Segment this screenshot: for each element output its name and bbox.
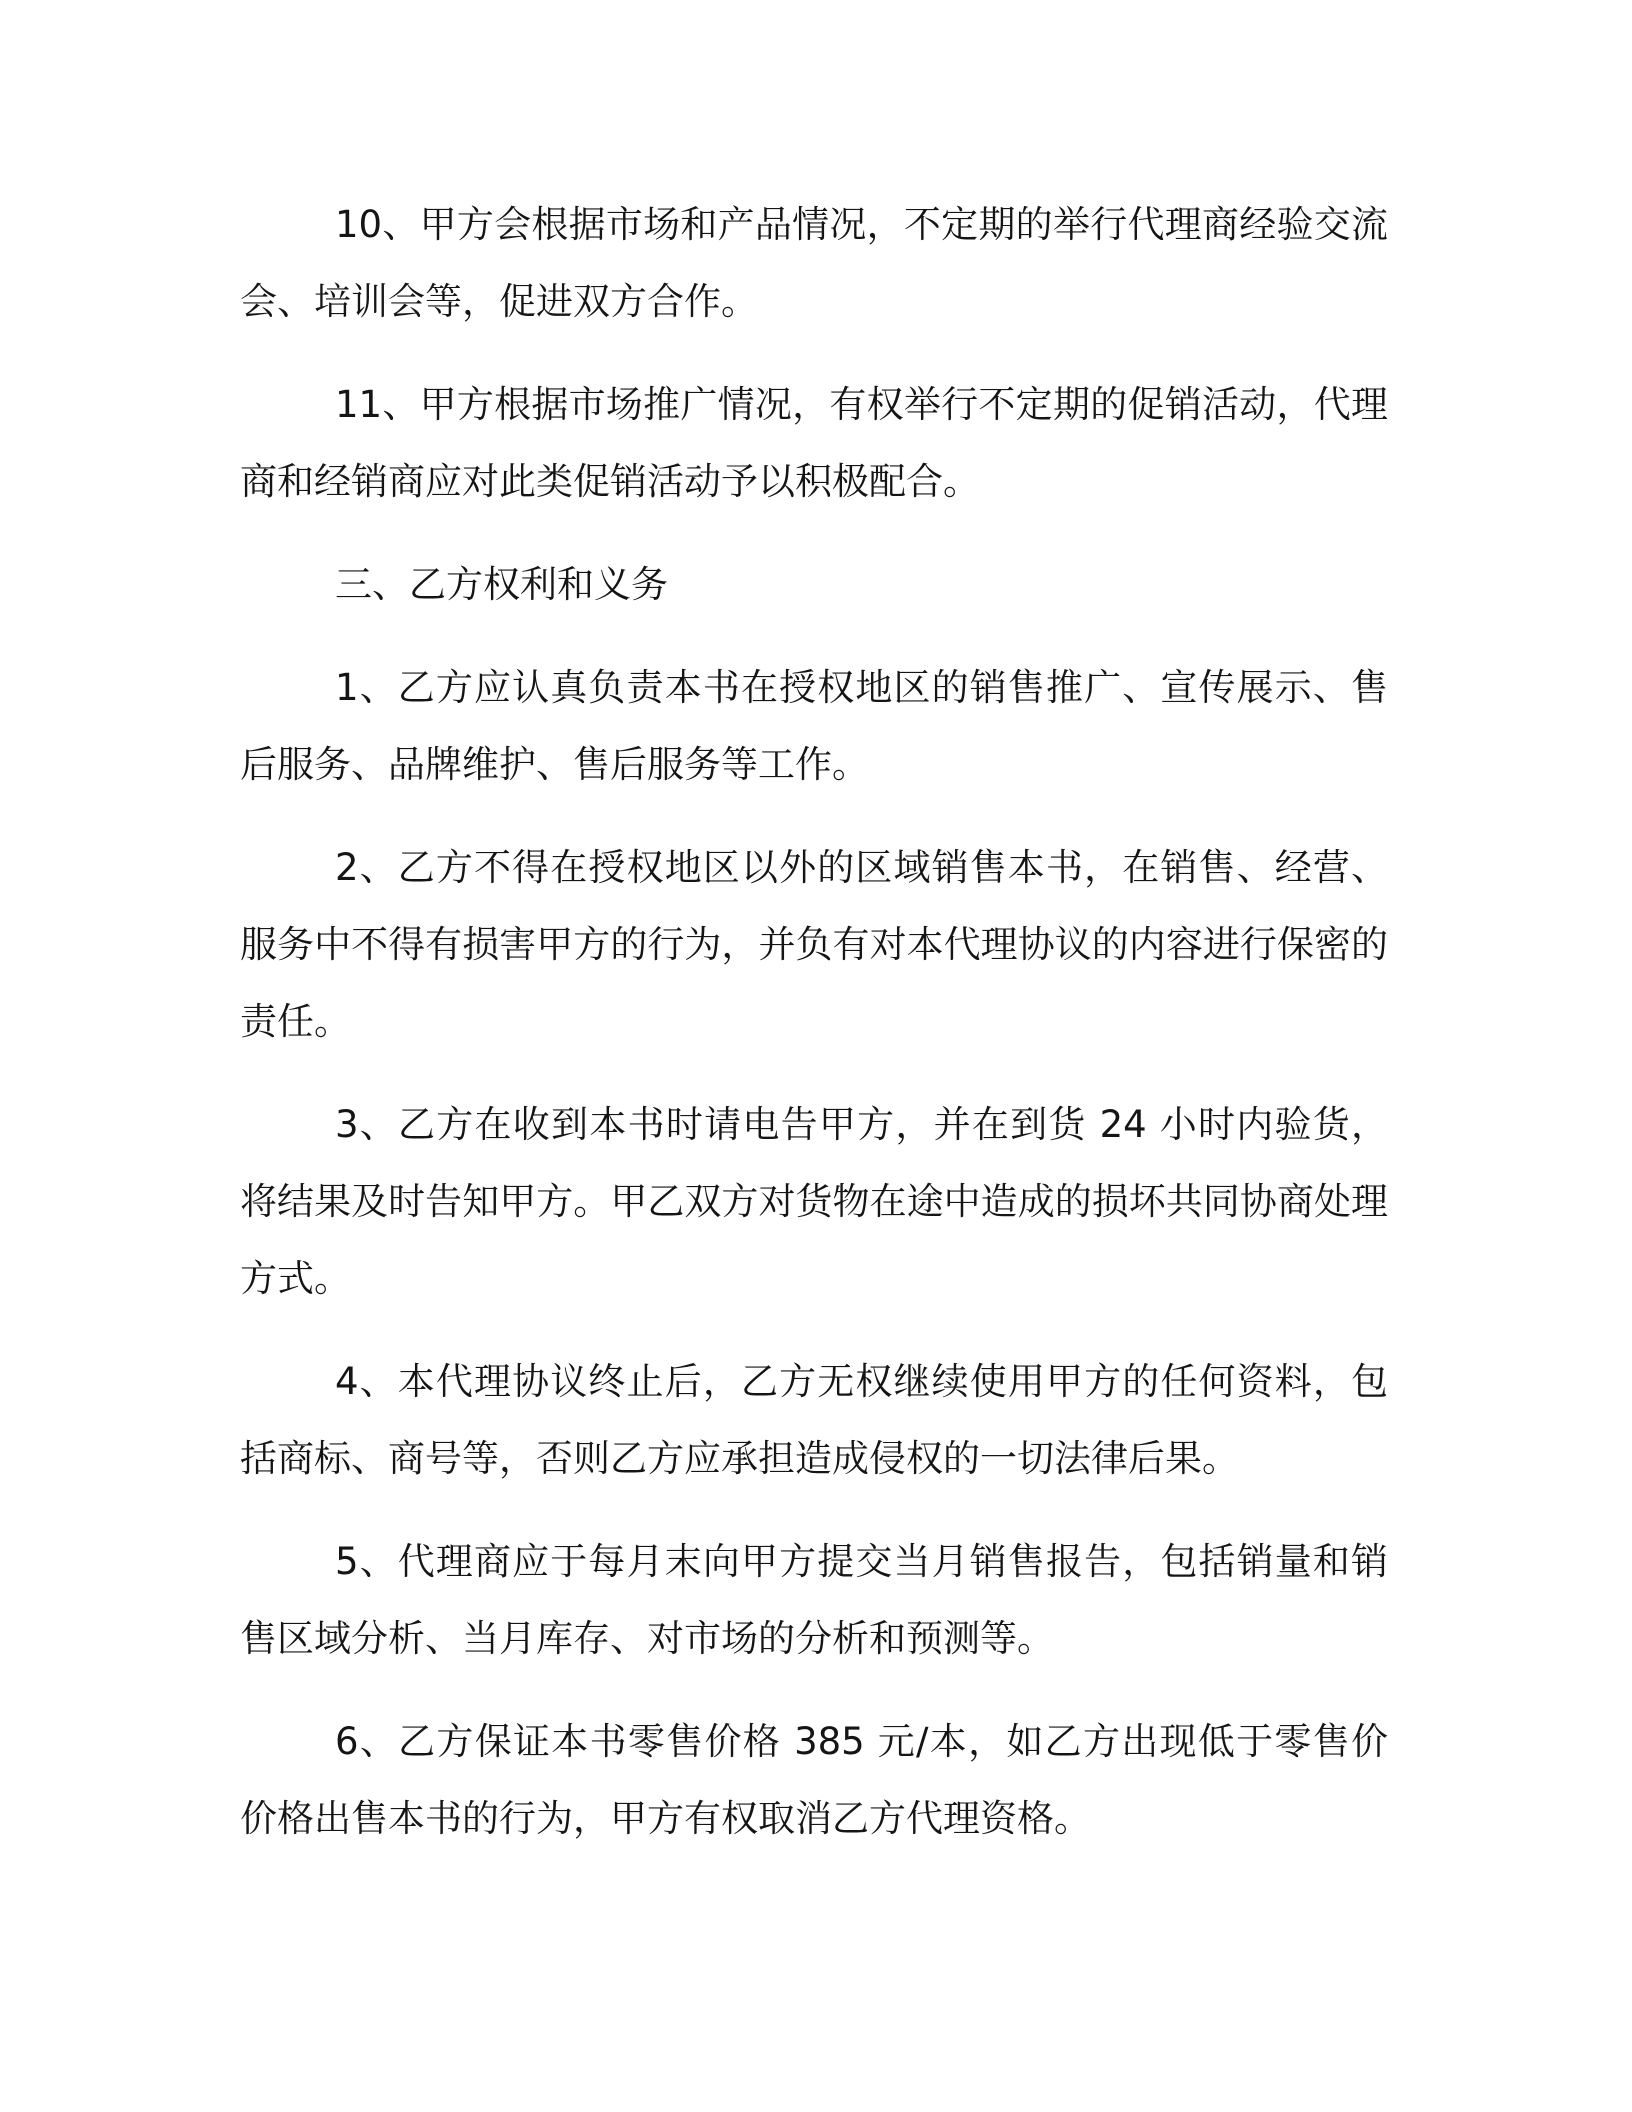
clause-b-3: 3、乙方在收到本书时请电告甲方，并在到货 24 小时内验货，将结果及时告知甲方。甲乙双方对货物在途中造成的损坏共同协商处理方式。	[240, 1103, 1388, 1300]
clause-b-2: 2、乙方不得在授权地区以外的区域销售本书，在销售、经营、服务中不得有损害甲方的行为，并负有对本代理协议的内容进行保密的责任。	[240, 846, 1388, 1043]
clause-10: 10、甲方会根据市场和产品情况，不定期的举行代理商经验交流会、培训会等，促进双方合作。	[240, 203, 1388, 323]
clause-b-5: 5、代理商应于每月末向甲方提交当月销售报告，包括销量和销售区域分析、当月库存、对市场的分析和预测等。	[240, 1540, 1388, 1660]
section-heading-party-b: 三、乙方权利和义务	[335, 563, 668, 606]
document-body	[240, 186, 1388, 1857]
clause-b-6: 6、乙方保证本书零售价格 385 元/本，如乙方出现低于零售价价格出售本书的行为，甲方有权取消乙方代理资格。	[240, 1720, 1388, 1840]
clause-b-1: 1、乙方应认真负责本书在授权地区的销售推广、宣传展示、售后服务、品牌维护、售后服务等工作。	[240, 666, 1388, 786]
clause-11: 11、甲方根据市场推广情况，有权举行不定期的促销活动，代理商和经销商应对此类促销活动予以积极配合。	[240, 383, 1388, 503]
clause-b-4: 4、本代理协议终止后，乙方无权继续使用甲方的任何资料，包括商标、商号等，否则乙方应承担造成侵权的一切法律后果。	[240, 1360, 1388, 1480]
